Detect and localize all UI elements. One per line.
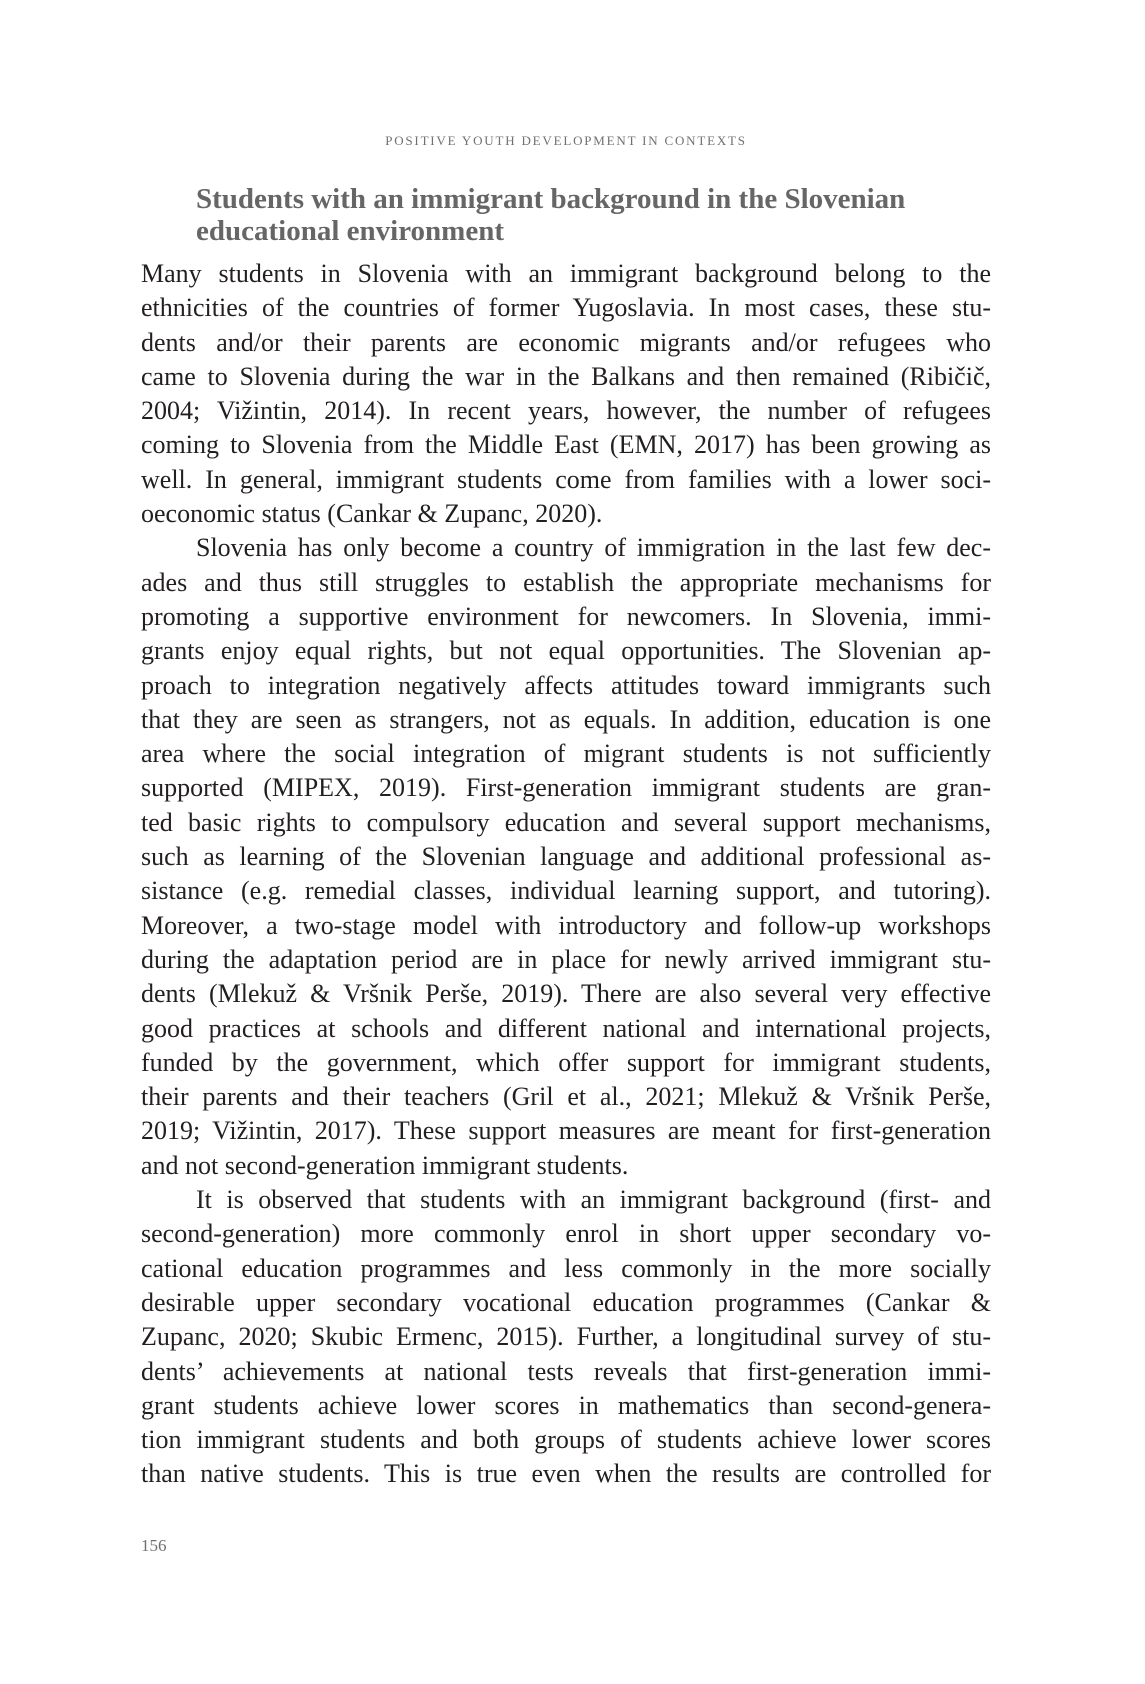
paragraph-3 xyxy=(141,1183,991,1492)
text-line: such as learning of the Slovenian language and additional professional as- xyxy=(141,842,991,872)
text-line: 2019; Vižintin, 2017). These support measures are meant for first-generation xyxy=(141,1116,991,1146)
text-line: coming to Slovenia from the Middle East (EMN, 2017) has been growing as xyxy=(141,430,991,460)
text-line: dents’ achievements at national tests reveals that first-generation immi- xyxy=(141,1356,991,1386)
text-line: ades and thus still struggles to establish the appropriate mechanisms for xyxy=(141,567,991,597)
text-line: their parents and their teachers (Gril et al., 2021; Mlekuž & Vršnik Perše, xyxy=(141,1082,991,1112)
text-line: Slovenia has only become a country of immigration in the last few dec- xyxy=(196,533,991,563)
text-line: proach to integration negatively affects attitudes toward immigrants such xyxy=(141,670,991,700)
text-line: dents (Mlekuž & Vršnik Perše, 2019). There are also several very effective xyxy=(141,979,991,1009)
text-line: oeconomic status (Cankar & Zupanc, 2020). xyxy=(141,499,603,529)
text-line: second-generation) more commonly enrol in short upper secondary vo- xyxy=(141,1219,991,1249)
text-line: and not second-generation immigrant students. xyxy=(141,1150,629,1180)
text-line: 2004; Vižintin, 2014). In recent years, however, the number of refugees xyxy=(141,396,991,426)
text-line: Zupanc, 2020; Skubic Ermenc, 2015). Further, a longitudinal survey of stu- xyxy=(141,1322,991,1352)
text-line: desirable upper secondary vocational education programmes (Cankar & xyxy=(141,1287,991,1317)
text-line: came to Slovenia during the war in the Balkans and then remained (Ribičič, xyxy=(141,361,991,391)
section-heading-line: educational environment xyxy=(196,215,504,247)
text-line: It is observed that students with an immigrant background (first- and xyxy=(196,1185,991,1215)
paragraph-1 xyxy=(141,257,991,531)
text-line: ethnicities of the countries of former Yugoslavia. In most cases, these stu- xyxy=(141,293,991,323)
text-line: area where the social integration of migrant students is not sufficiently xyxy=(141,739,991,769)
section-heading xyxy=(196,183,991,247)
text-line: grant students achieve lower scores in mathematics than second-genera- xyxy=(141,1390,991,1420)
body-text xyxy=(141,257,991,1492)
text-line: ted basic rights to compulsory education and several support mechanisms, xyxy=(141,807,991,837)
paragraph-2 xyxy=(141,531,991,1183)
text-line: grants enjoy equal rights, but not equal opportunities. The Slovenian ap- xyxy=(141,636,991,666)
text-line: sistance (e.g. remedial classes, individual learning support, and tutoring). xyxy=(141,876,991,906)
text-line: tion immigrant students and both groups of students achieve lower scores xyxy=(141,1425,991,1455)
text-line: funded by the government, which offer support for immigrant students, xyxy=(141,1047,991,1077)
text-line: well. In general, immigrant students come from families with a lower soci- xyxy=(141,464,991,494)
text-line: that they are seen as strangers, not as equals. In addition, education is one xyxy=(141,704,991,734)
text-line: dents and/or their parents are economic migrants and/or refugees who xyxy=(141,327,991,357)
text-line: Many students in Slovenia with an immigrant background belong to the xyxy=(141,259,991,288)
text-line: during the adaptation period are in place for newly arrived immigrant stu- xyxy=(141,944,991,974)
section-heading-line: Students with an immigrant background in the Slovenian xyxy=(196,183,906,215)
text-line: promoting a supportive environment for newcomers. In Slovenia, immi- xyxy=(141,601,991,631)
text-line: good practices at schools and different national and international projects, xyxy=(141,1013,991,1043)
text-line: Moreover, a two-stage model with introductory and follow-up workshops xyxy=(141,910,991,940)
text-line: supported (MIPEX, 2019). First-generation immigrant students are gran- xyxy=(141,773,991,803)
page-number: 156 xyxy=(141,1536,167,1555)
text-line: cational education programmes and less commonly in the more socially xyxy=(141,1253,991,1283)
running-header: POSITIVE YOUTH DEVELOPMENT IN CONTEXTS xyxy=(385,133,747,148)
text-line: than native students. This is true even when the results are controlled for xyxy=(141,1459,991,1489)
